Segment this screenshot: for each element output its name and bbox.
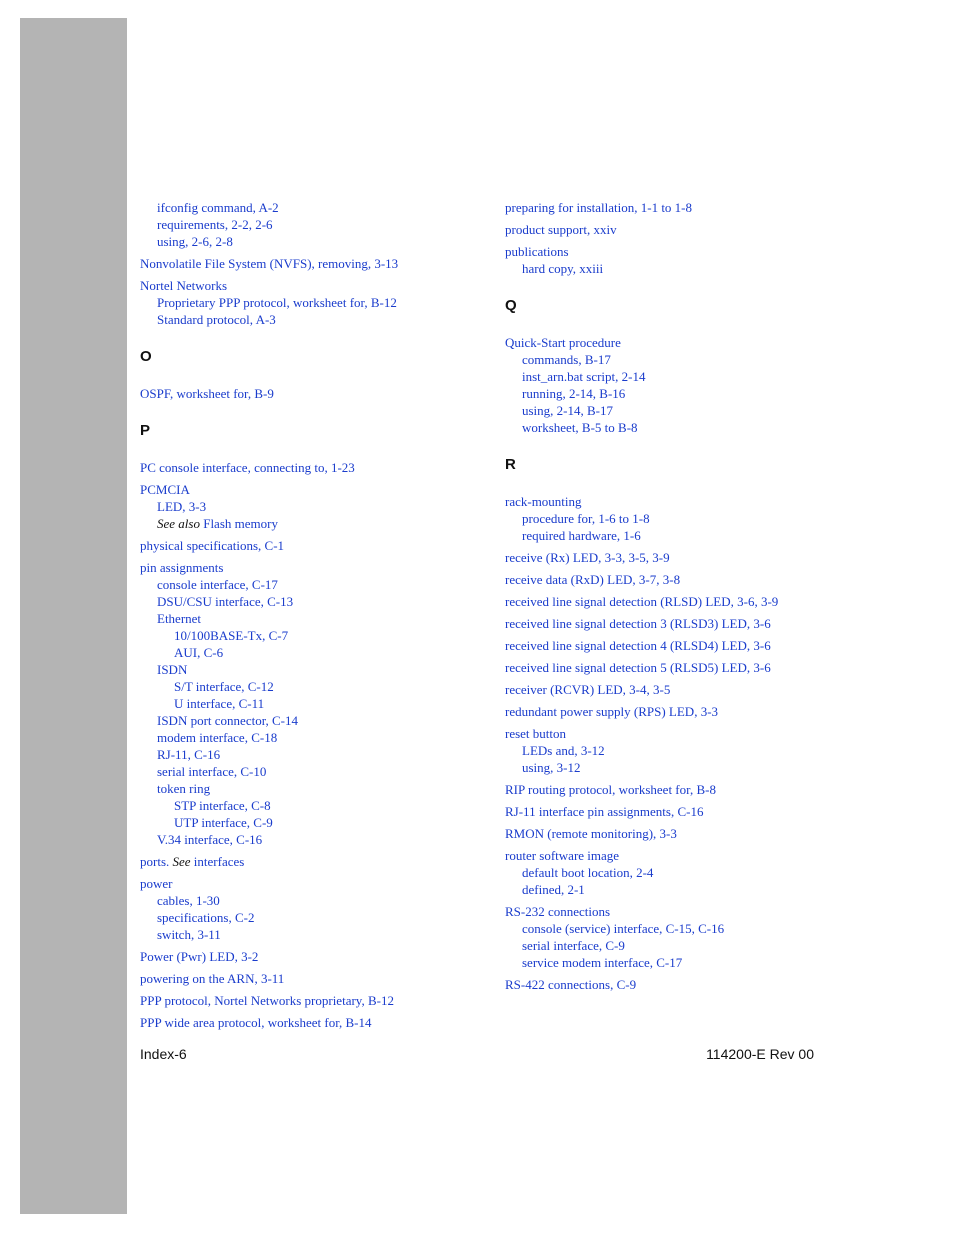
see-reference-label: See [172, 854, 191, 869]
index-subentry[interactable] [140, 797, 480, 814]
index-entry-text[interactable]: token ring [157, 781, 211, 796]
index-entry[interactable] [505, 221, 825, 238]
index-entry-text[interactable]: received line signal detection 4 (RLSD4) LED, 3-6 [505, 638, 771, 653]
document-id: 114200-E Rev 00 [706, 1046, 814, 1062]
index-entry[interactable] [140, 459, 480, 476]
index-subentry[interactable] [140, 199, 480, 216]
index-letter-heading: O [140, 348, 152, 365]
index-entry[interactable] [505, 199, 825, 216]
index-entry-text[interactable]: ifconfig command, A-2 [157, 200, 279, 215]
index-entry[interactable] [140, 385, 480, 402]
index-subentry[interactable] [140, 610, 480, 627]
index-entry-text[interactable]: powering on the ARN, 3-11 [140, 971, 285, 986]
index-entry-text[interactable]: defined, 2-1 [522, 882, 585, 897]
index-subentry[interactable] [140, 780, 480, 797]
index-subentry[interactable] [140, 515, 480, 532]
index-subentry[interactable] [505, 527, 825, 544]
index-entry-text[interactable]: RS-232 connections [505, 904, 611, 919]
index-subentry[interactable] [505, 920, 825, 937]
index-subentry[interactable] [140, 909, 480, 926]
index-entry[interactable] [140, 277, 480, 294]
page-number: Index-6 [140, 1046, 187, 1062]
index-entry-text[interactable]: ISDN port connector, C-14 [157, 713, 299, 728]
index-entry-text[interactable]: power [140, 876, 173, 891]
index-subentry[interactable] [140, 661, 480, 678]
index-entry-text[interactable]: using, 2-14, B-17 [522, 403, 613, 418]
index-entry-text[interactable]: preparing for installation, 1-1 to 1-8 [505, 200, 693, 215]
index-entry-text[interactable]: pin assignments [140, 560, 224, 575]
index-entry-text[interactable]: V.34 interface, C-16 [157, 832, 263, 847]
index-subentry[interactable] [505, 351, 825, 368]
index-entry-text[interactable]: Standard protocol, A-3 [157, 312, 276, 327]
index-entry[interactable] [140, 853, 480, 870]
index-entry-text[interactable]: Quick-Start procedure [505, 335, 621, 350]
index-entry-text[interactable]: reset button [505, 726, 567, 741]
index-entry-text[interactable]: redundant power supply (RPS) LED, 3-3 [505, 704, 719, 719]
index-subentry[interactable] [505, 385, 825, 402]
index-entry[interactable] [505, 334, 825, 351]
index-subentry[interactable] [140, 729, 480, 746]
index-entry[interactable] [140, 537, 480, 554]
index-subentry[interactable] [505, 881, 825, 898]
page-margin-bar [20, 18, 127, 1214]
index-entry[interactable] [140, 948, 480, 965]
index-entry[interactable] [140, 992, 480, 1009]
index-entry-text[interactable]: received line signal detection 5 (RLSD5) LED, 3-6 [505, 660, 771, 675]
index-subentry[interactable] [505, 510, 825, 527]
index-entry-text[interactable]: worksheet, B-5 to B-8 [522, 420, 638, 435]
index-entry-text[interactable]: LEDs and, 3-12 [522, 743, 605, 758]
index-entry-text[interactable]: commands, B-17 [522, 352, 611, 367]
index-entry-text[interactable]: OSPF, worksheet for, B-9 [140, 386, 274, 401]
index-entry-text[interactable]: rack-mounting [505, 494, 582, 509]
index-entry[interactable] [505, 549, 825, 566]
index-entry[interactable] [505, 243, 825, 260]
index-subentry[interactable] [140, 814, 480, 831]
index-entry[interactable] [140, 875, 480, 892]
index-entry[interactable] [505, 703, 825, 720]
index-entry-text[interactable]: Nortel Networks [140, 278, 228, 293]
index-entry-text[interactable]: PC console interface, connecting to, 1-23 [140, 460, 355, 475]
index-entry-text[interactable]: receive (Rx) LED, 3-3, 3-5, 3-9 [505, 550, 670, 565]
index-entry[interactable] [505, 593, 825, 610]
index-entry-text[interactable]: receiver (RCVR) LED, 3-4, 3-5 [505, 682, 671, 697]
index-subentry[interactable] [140, 712, 480, 729]
index-entry-text[interactable]: UTP interface, C-9 [174, 815, 273, 830]
index-entry-text[interactable]: received line signal detection 3 (RLSD3) LED, 3-6 [505, 616, 771, 631]
index-entry-text[interactable]: receive data (RxD) LED, 3-7, 3-8 [505, 572, 681, 587]
index-subentry[interactable] [505, 954, 825, 971]
index-subentry[interactable] [140, 926, 480, 943]
index-entry-text[interactable]: specifications, C-2 [157, 910, 255, 925]
index-entry-text[interactable]: interfaces [193, 854, 245, 869]
index-subentry[interactable] [140, 498, 480, 515]
index-entry[interactable] [505, 903, 825, 920]
index-entry-text[interactable]: using, 2-6, 2-8 [157, 234, 233, 249]
index-entry-text[interactable]: RMON (remote monitoring), 3-3 [505, 826, 677, 841]
index-entry[interactable] [505, 615, 825, 632]
index-subentry[interactable] [505, 759, 825, 776]
index-entry[interactable] [505, 725, 825, 742]
index-entry-text[interactable]: Flash memory [203, 516, 278, 531]
index-subentry[interactable] [140, 593, 480, 610]
index-entry-text[interactable]: U interface, C-11 [174, 696, 265, 711]
index-entry-text[interactable]: PPP protocol, Nortel Networks proprietary, B-12 [140, 993, 394, 1008]
index-subentry[interactable] [140, 763, 480, 780]
index-entry[interactable] [140, 559, 480, 576]
index-entry-text[interactable]: PCMCIA [140, 482, 190, 497]
index-entry-text[interactable]: Power (Pwr) LED, 3-2 [140, 949, 259, 964]
index-letter-heading: Q [505, 297, 517, 314]
index-entry-text[interactable]: serial interface, C-10 [157, 764, 267, 779]
index-entry-text[interactable]: RJ-11 interface pin assignments, C-16 [505, 804, 704, 819]
index-subentry[interactable] [140, 695, 480, 712]
index-entry-text[interactable]: PPP wide area protocol, worksheet for, B-14 [140, 1015, 372, 1030]
index-subentry[interactable] [140, 644, 480, 661]
index-subentry[interactable] [140, 294, 480, 311]
index-subentry[interactable] [140, 831, 480, 848]
index-entry-text[interactable]: switch, 3-11 [157, 927, 221, 942]
index-entry-text[interactable]: RS-422 connections, C-9 [505, 977, 637, 992]
index-entry-text[interactable]: publications [505, 244, 569, 259]
index-subentry[interactable] [140, 746, 480, 763]
index-subentry[interactable] [505, 937, 825, 954]
index-entry-text[interactable]: hard copy, xxiii [522, 261, 604, 276]
index-entry-text[interactable]: service modem interface, C-17 [522, 955, 683, 970]
index-entry[interactable] [505, 571, 825, 588]
index-entry-text[interactable]: AUI, C-6 [174, 645, 224, 660]
index-entry[interactable] [505, 781, 825, 798]
index-entry-text[interactable]: console (service) interface, C-15, C-16 [522, 921, 725, 936]
index-entry-text[interactable]: inst_arn.bat script, 2-14 [522, 369, 646, 384]
index-entry[interactable] [505, 825, 825, 842]
index-entry-text[interactable]: 10/100BASE-Tx, C-7 [174, 628, 289, 643]
index-entry-text[interactable]: DSU/CSU interface, C-13 [157, 594, 294, 609]
index-entry[interactable] [140, 255, 480, 272]
index-entry-text[interactable]: router software image [505, 848, 620, 863]
index-entry-text[interactable]: required hardware, 1-6 [522, 528, 641, 543]
index-column-right [505, 199, 825, 993]
index-entry[interactable] [140, 481, 480, 498]
index-column-left [140, 199, 480, 1031]
index-entry-text[interactable]: procedure for, 1-6 to 1-8 [522, 511, 650, 526]
index-entry-text[interactable]: modem interface, C-18 [157, 730, 278, 745]
index-entry-text[interactable]: default boot location, 2-4 [522, 865, 654, 880]
index-entry-text[interactable]: physical specifications, C-1 [140, 538, 285, 553]
index-subentry[interactable] [140, 216, 480, 233]
index-entry-text[interactable]: ISDN [157, 662, 188, 677]
index-entry[interactable] [505, 493, 825, 510]
index-entry[interactable] [140, 1014, 480, 1031]
index-entry-text[interactable]: RIP routing protocol, worksheet for, B-8 [505, 782, 716, 797]
index-subentry[interactable] [505, 260, 825, 277]
index-subentry[interactable] [505, 368, 825, 385]
index-subentry[interactable] [140, 627, 480, 644]
index-entry[interactable] [505, 681, 825, 698]
index-entry[interactable] [505, 847, 825, 864]
index-entry[interactable] [140, 970, 480, 987]
see-reference-label: See also [157, 516, 200, 531]
index-entry-text[interactable]: RJ-11, C-16 [157, 747, 221, 762]
index-subentry[interactable] [140, 233, 480, 250]
index-entry-text[interactable]: cables, 1-30 [157, 893, 220, 908]
index-subentry[interactable] [505, 864, 825, 881]
index-entry-text[interactable]: STP interface, C-8 [174, 798, 271, 813]
index-letter-heading: R [505, 456, 516, 473]
index-entry[interactable] [505, 637, 825, 654]
index-subentry[interactable] [140, 678, 480, 695]
index-entry-text[interactable]: requirements, 2-2, 2-6 [157, 217, 273, 232]
index-entry-text[interactable]: running, 2-14, B-16 [522, 386, 626, 401]
index-entry[interactable] [505, 976, 825, 993]
index-subentry[interactable] [140, 311, 480, 328]
index-letter-heading: P [140, 422, 151, 439]
index-subentry[interactable] [505, 742, 825, 759]
index-entry-text[interactable]: serial interface, C-9 [522, 938, 625, 953]
index-subentry[interactable] [140, 576, 480, 593]
index-entry-text[interactable]: received line signal detection (RLSD) LED, 3-6, 3-9 [505, 594, 779, 609]
index-entry[interactable] [505, 659, 825, 676]
index-entry-text[interactable]: product support, xxiv [505, 222, 617, 237]
index-entry-text[interactable]: Proprietary PPP protocol, worksheet for, B-12 [157, 295, 397, 310]
index-subentry[interactable] [505, 402, 825, 419]
index-entry-text[interactable]: LED, 3-3 [157, 499, 207, 514]
index-entry-text[interactable]: Ethernet [157, 611, 202, 626]
index-subentry[interactable] [140, 892, 480, 909]
index-subentry[interactable] [505, 419, 825, 436]
index-entry[interactable] [505, 803, 825, 820]
index-entry-text[interactable]: console interface, C-17 [157, 577, 278, 592]
index-entry-text[interactable]: Nonvolatile File System (NVFS), removing, 3-13 [140, 256, 399, 271]
index-entry-text[interactable]: S/T interface, C-12 [174, 679, 274, 694]
index-entry-prefix: ports. [140, 854, 170, 869]
index-entry-text[interactable]: using, 3-12 [522, 760, 581, 775]
